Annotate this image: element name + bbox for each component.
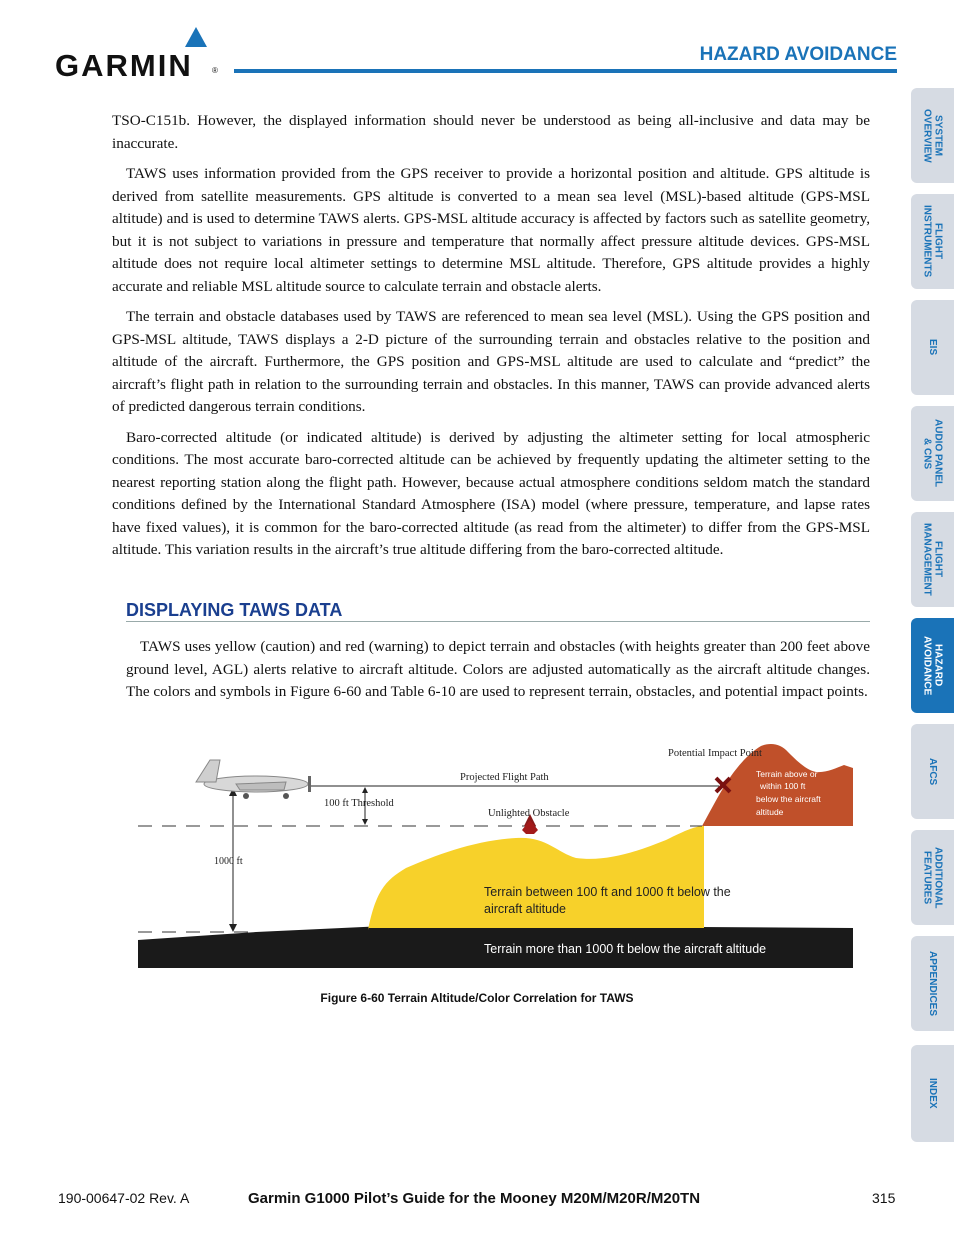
tab-hazard-avoidance[interactable] [911,618,954,713]
tab-appendices[interactable] [911,936,954,1031]
projected-path-label: Projected Flight Path [460,772,549,783]
tab-afcs[interactable] [911,724,954,819]
1000ft-label: 1000 ft [214,856,243,867]
black-terrain-label: Terrain more than 1000 ft below the aircraft altitude [484,942,767,956]
header-rule [234,69,897,73]
paragraph-3: The terrain and obstacle databases used by TAWS are referenced to mean sea level (MSL). Using the GPS position and GPS-MSL altitude, TAWS displays a 2-D picture of the surrounding terrain and obstacles relative to the position and altitude of the aircraft. Furthermore, the GPS position and GPS-MSL altitude are used to calculate and “predict” the aircraft’s flight path in relation to the surrounding terrain and obstacles. In this manner, TAWS can provide advanced alerts of predicted dangerous terrain conditions. [112,308,870,415]
tab-additional-features[interactable] [911,830,954,925]
arrow-down-icon [362,819,368,825]
subsection-heading-text: DISPLAYING TAWS DATA [126,600,343,620]
yellow-terrain-label-2: aircraft altitude [484,902,566,916]
footer-doc-number: 190-00647-02 Rev. A [58,1190,190,1206]
paragraph-4: Baro-corrected altitude (or indicated altitude) is derived by adjusting the altimeter setting for local atmospheric conditions. The most accurate baro-corrected altitude can be achieved by frequently updating the altimeter setting to the nearest reporting station along the flight path. However, because actual atmosphere conditions seldom match the standard conditions defined by the International Standard Atmosphere (ISA) model (where pressure, temperature, and lapse rates have fixed values), it is common for the baro-corrected altitude (as read from the altimeter) to differ from the GPS-MSL altitude. This variation results in the aircraft’s true altitude differing from the baro-corrected altitude. [112,428,870,558]
tab-label: AUDIO PANEL & CNS [921,419,944,488]
body-text [112,110,870,570]
arrow-down-icon [229,924,237,932]
garmin-logo [55,48,193,84]
potential-impact-label: Potential Impact Point [668,748,762,759]
tab-eis[interactable] [911,300,954,395]
threshold-label: 100 ft Threshold [324,798,394,809]
tab-flight-management[interactable] [911,512,954,607]
unlighted-obstacle-label: Unlighted Obstacle [488,808,570,819]
subsection-heading [126,600,870,622]
arrow-up-icon [362,787,368,793]
tab-label: APPENDICES [927,950,938,1016]
tab-label: INDEX [927,1078,938,1109]
paragraph-1: TSO-C151b. However, the displayed information should never be understood as being all-inclusive and data may be inaccurate. [112,112,870,152]
section-title: HAZARD AVOIDANCE [699,44,897,65]
tab-index[interactable] [911,1045,954,1142]
taws-figure [136,740,853,968]
garmin-triangle-icon [185,27,207,47]
tab-flight-instruments[interactable] [911,194,954,289]
figure-caption: Figure 6-60 Terrain Altitude/Color Correlation for TAWS [320,991,634,1005]
footer-page-number: 315 [872,1190,896,1206]
red-terrain-label-3: below the aircraft [756,794,821,804]
red-terrain-label-2: within 100 ft [760,781,806,791]
tab-label: ADDITIONAL FEATURES [921,846,944,909]
tab-label: AFCS [927,757,938,786]
tab-label: FLIGHT MANAGEMENT [921,523,944,596]
tab-label: FLIGHT INSTRUMENTS [921,205,944,278]
subsection-paragraph-1: TAWS uses yellow (caution) and red (warning) to depict terrain and obstacles (with heights greater than 200 feet above ground level, AGL) alerts relative to aircraft altitude. Colors are adjusted automatically as the aircraft altitude changes. The colors and symbols in Figure 6-60 and Table 6-10 are used to represent terrain, obstacles, and potential impact points. [126,638,870,700]
logo-text: GARMIN [55,48,193,83]
red-terrain-label-4: altitude [756,807,784,817]
red-terrain-label-1: Terrain above or [756,769,818,779]
yellow-terrain-label-1: Terrain between 100 ft and 1000 ft below the [484,885,731,899]
logo-registered-mark: ® [212,66,218,75]
tab-audio-panel-cns[interactable] [911,406,954,501]
aircraft-icon [196,760,311,799]
paragraph-2: TAWS uses information provided from the GPS receiver to provide a horizontal position and altitude. GPS altitude is derived from satellite measurements. GPS altitude is converted to a mean sea level (MSL)-based altitude (GPS-MSL altitude) and is used to determine TAWS alerts. GPS-MSL altitude accuracy is affected by factors such as satellite geometry, but it is not subject to variations in pressure and temperature that normally affect pressure altitude devices. GPS-MSL altitude does not require local altimeter settings to determine MSL altitude. Therefore, GPS altitude provides a highly accurate and reliable MSL altitude source to calculate terrain and obstacle alerts. [112,165,870,295]
tab-label: SYSTEM OVERVIEW [921,108,944,163]
footer-title: Garmin G1000 Pilot’s Guide for the Mooney M20M/M20R/M20TN [248,1190,701,1207]
tab-system-overview[interactable] [911,88,954,183]
tab-label: EIS [927,339,938,356]
tab-label: HAZARD AVOIDANCE [921,635,944,696]
subsection-body [126,636,870,704]
